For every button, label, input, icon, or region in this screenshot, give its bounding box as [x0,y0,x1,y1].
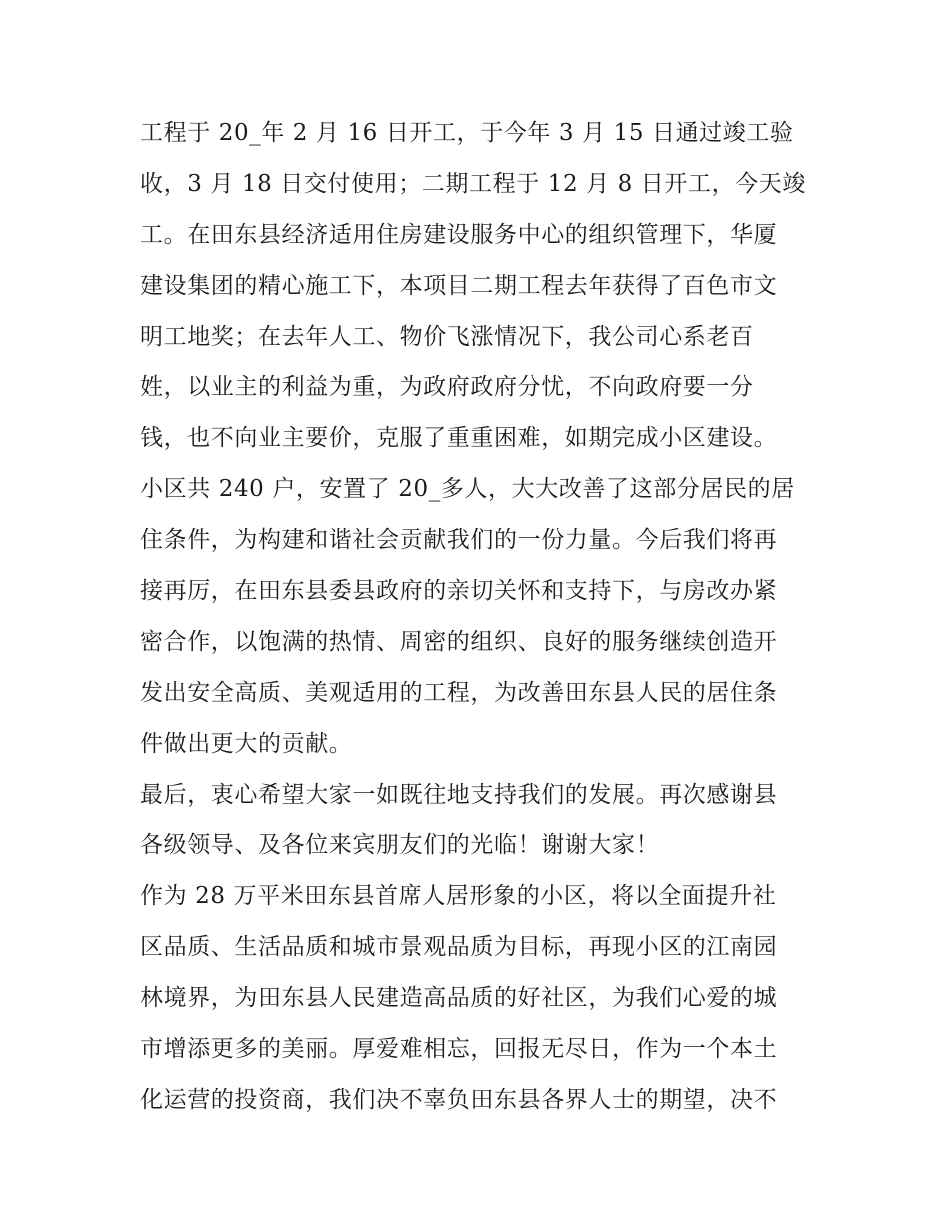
text-line: 小区共 240 户，安置了 20_多人，大大改善了这部分居民的居 [140,476,795,503]
text-line: 明工地奖；在去年人工、物价飞涨情况下，我公司心系老百 [140,323,754,350]
text-line: 各级领导、及各位来宾朋友们的光临！谢谢大家！ [140,832,660,859]
text-line: 林境界，为田东县人民建造高品质的好社区，为我们心爱的城 [140,985,778,1012]
text-line: 市增添更多的美丽。厚爱难相忘，回报无尽日，作为一个本土 [140,1036,778,1063]
text-line: 发出安全高质、美观适用的工程，为改善田东县人民的居住条 [140,679,778,706]
text-line: 住条件，为构建和谐社会贡献我们的一份力量。今后我们将再 [140,527,778,554]
text-line: 最后，衷心希望大家一如既往地支持我们的发展。再次感谢县 [140,781,778,808]
text-line: 密合作，以饱满的热情、周密的组织、良好的服务继续创造开 [140,628,778,655]
text-line: 件做出更大的贡献。 [140,730,353,757]
text-line: 收，3 月 18 日交付使用；二期工程于 12 月 8 日开工，今天竣 [140,170,806,197]
text-line: 工。在田东县经济适用住房建设服务中心的组织管理下，华厦 [140,221,778,248]
text-line: 接再厉，在田东县委县政府的亲切关怀和支持下，与房改办紧 [140,578,778,605]
text-line: 工程于 20_年 2 月 16 日开工，于今年 3 月 15 日通过竣工验 [140,120,794,146]
text-line: 姓，以业主的利益为重，为政府政府分忧，不向政府要一分 [140,374,754,401]
text-line: 钱，也不向业主要价，克服了重重困难，如期完成小区建设。 [140,425,778,452]
text-line: 区品质、生活品质和城市景观品质为目标，再现小区的江南园 [140,934,778,961]
text-line: 作为 28 万平米田东县首席人居形象的小区，将以全面提升社 [140,883,777,910]
text-line: 化运营的投资商，我们决不辜负田东县各界人士的期望，决不 [140,1086,778,1113]
text-line: 建设集团的精心施工下，本项目二期工程去年获得了百色市文 [140,272,778,299]
body-text [140,108,820,1126]
